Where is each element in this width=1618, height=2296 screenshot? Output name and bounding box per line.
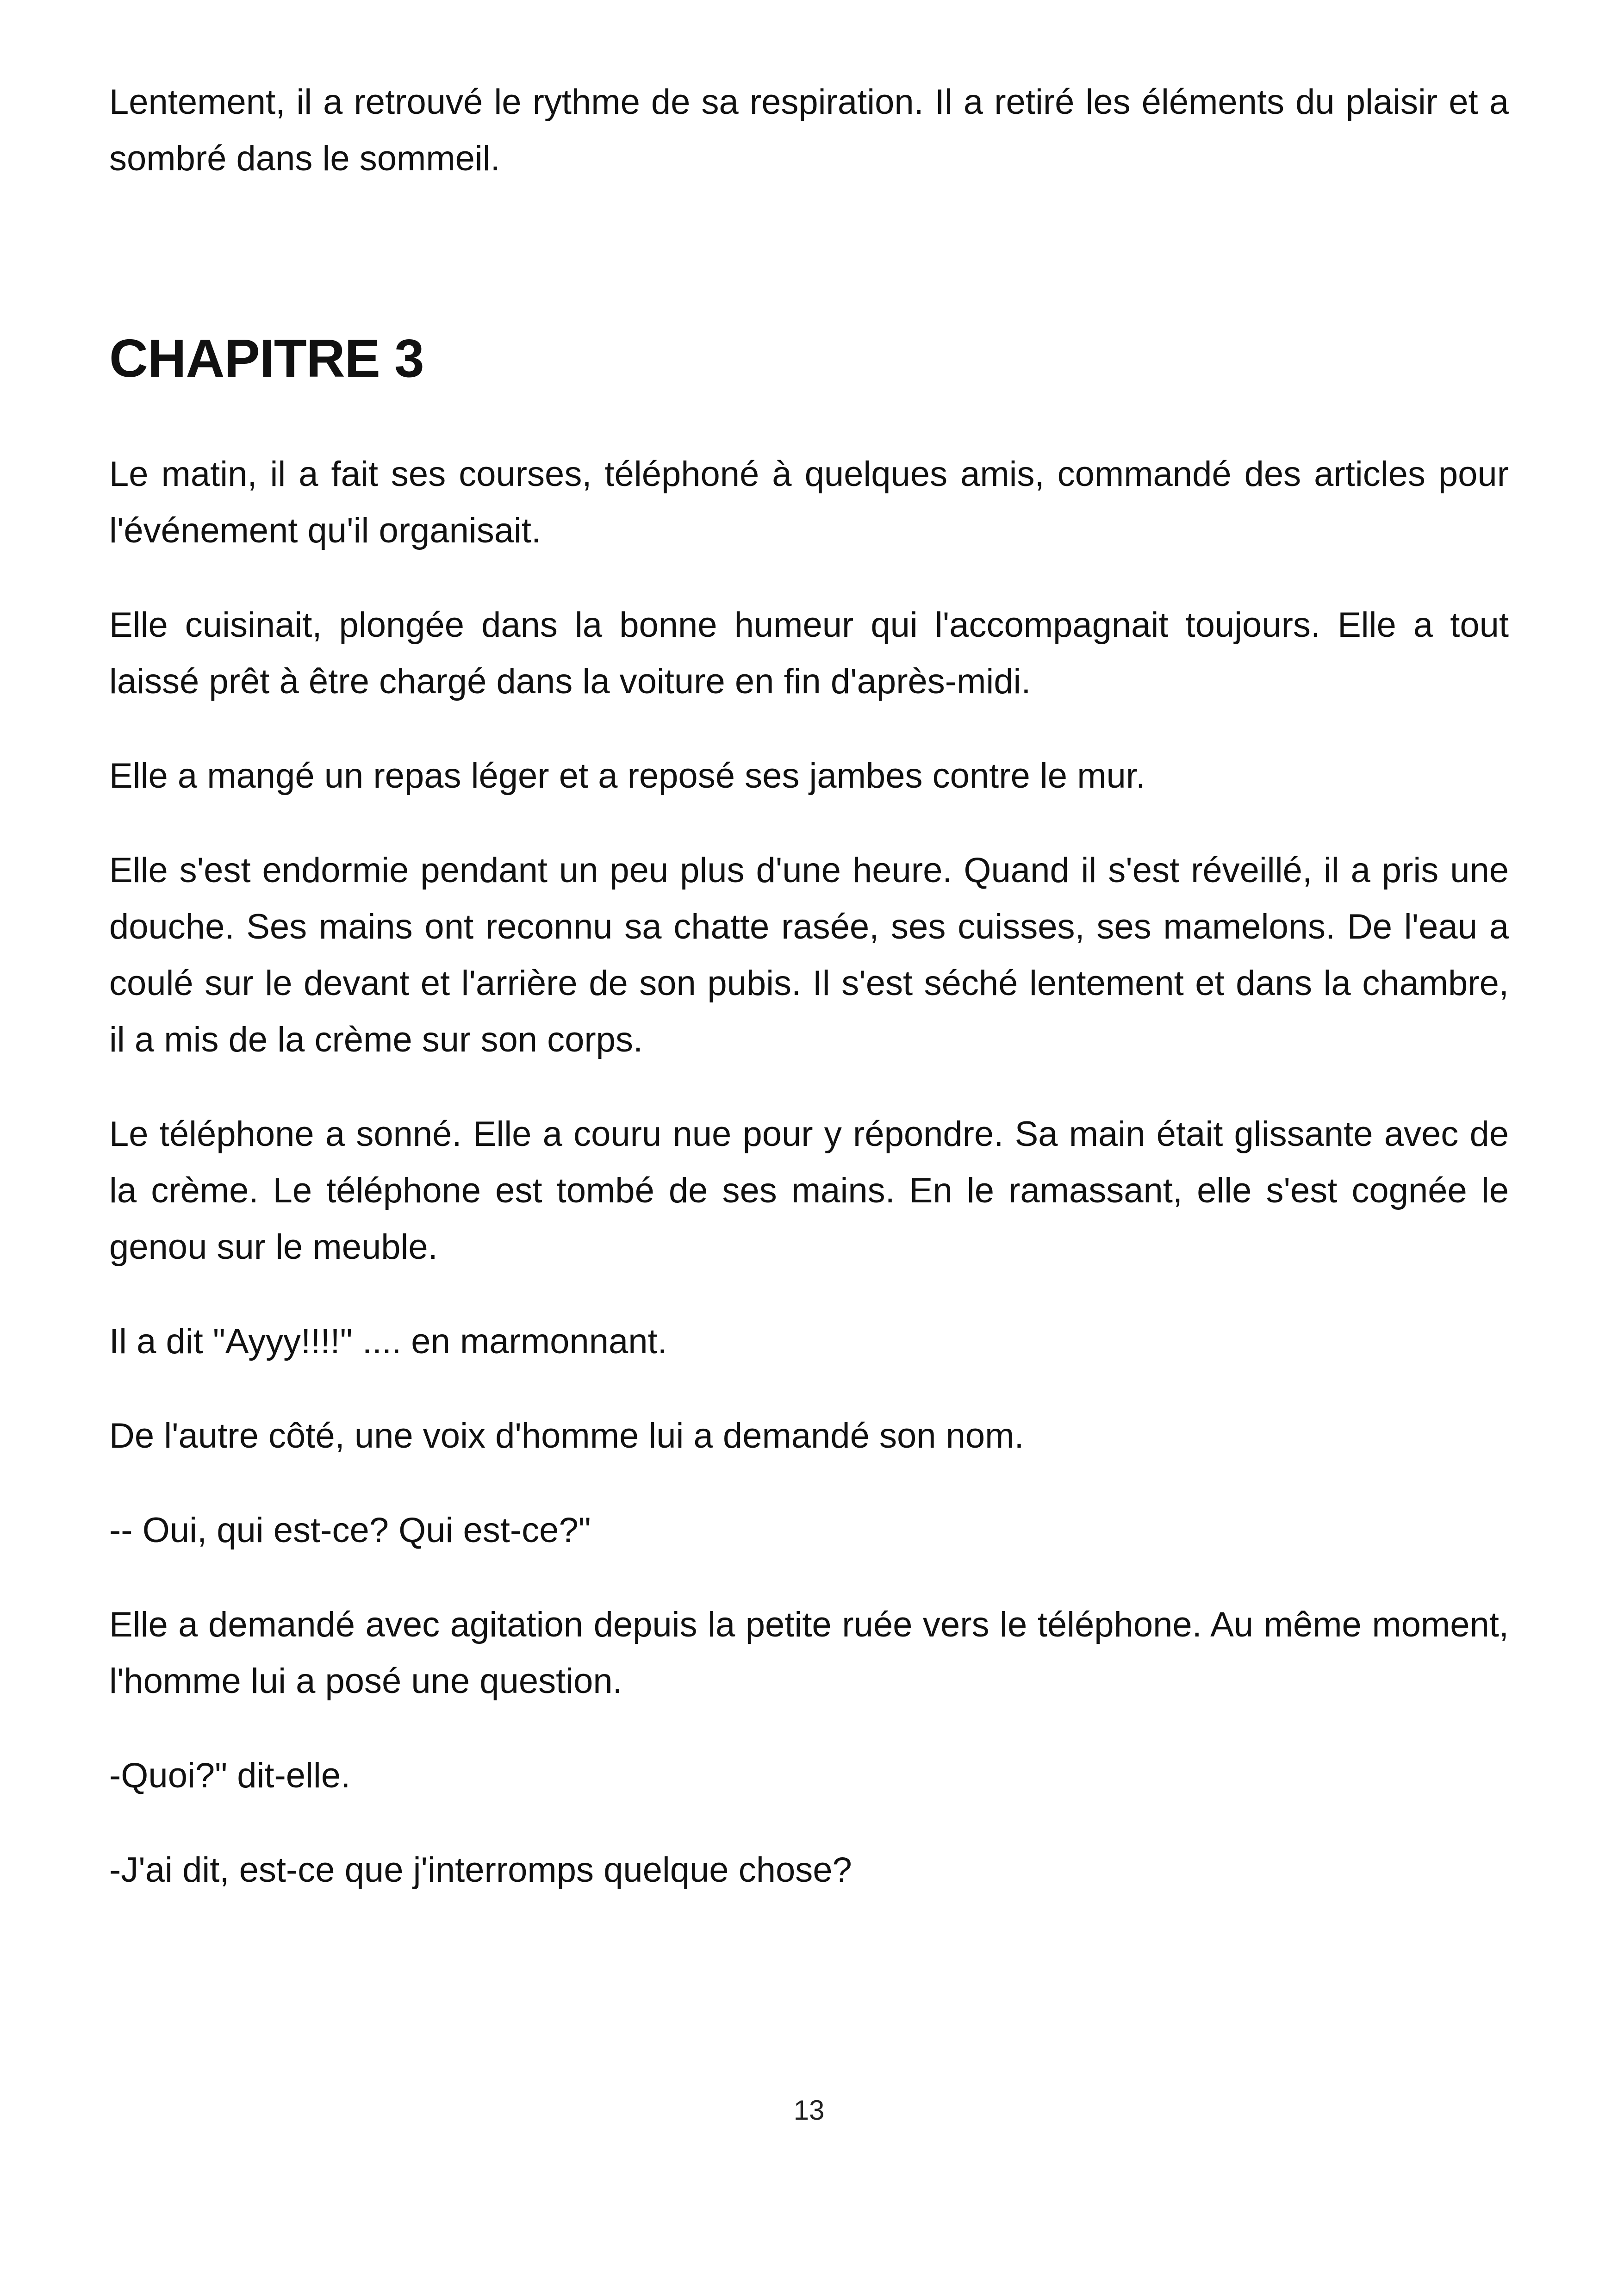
paragraph-2: Elle cuisinait, plongée dans la bonne humeur qui l'accompagnait toujours. Elle a tout laissé prêt à être chargé dans la voiture en fin d'après-midi.	[109, 605, 1509, 701]
paragraph-10: -Quoi?" dit-elle.	[109, 1756, 351, 1795]
paragraph-6: Il a dit "Ayyy!!!!" .... en marmonnant.	[109, 1322, 667, 1361]
paragraph-7: De l'autre côté, une voix d'homme lui a demandé son nom.	[109, 1416, 1024, 1456]
opening-paragraph: Lentement, il a retrouvé le rythme de sa respiration. Il a retiré les éléments du plaisir et a sombré dans le sommeil.	[109, 82, 1509, 178]
paragraph-8: -- Oui, qui est-ce? Qui est-ce?"	[109, 1511, 591, 1550]
paragraph-3: Elle a mangé un repas léger et a reposé ses jambes contre le mur.	[109, 756, 1145, 796]
paragraph-11: -J'ai dit, est-ce que j'interromps quelque chose?	[109, 1850, 852, 1890]
paragraph-1: Le matin, il a fait ses courses, téléphoné à quelques amis, commandé des articles pour l'événement qu'il organisait.	[109, 454, 1509, 550]
paragraph-4: Elle s'est endormie pendant un peu plus d'une heure. Quand il s'est réveillé, il a pris une douche. Ses mains ont reconnu sa chatte rasée, ses cuisses, ses mamelons. De l'eau a coulé sur le devant et l'arrière de son pubis. Il s'est séché lentement et dans la chambre, il a mis de la crème sur son corps.	[109, 851, 1509, 1059]
page-number: 13	[793, 2095, 825, 2126]
paragraph-9: Elle a demandé avec agitation depuis la petite ruée vers le téléphone. Au même moment, l'homme lui a posé une question.	[109, 1605, 1509, 1701]
chapter-title: CHAPITRE 3	[109, 328, 424, 388]
document-page	[109, 74, 1509, 1936]
paragraph-5: Le téléphone a sonné. Elle a couru nue pour y répondre. Sa main était glissante avec de la crème. Le téléphone est tombé de ses mains. En le ramassant, elle s'est cognée le genou sur le meuble.	[109, 1114, 1509, 1267]
